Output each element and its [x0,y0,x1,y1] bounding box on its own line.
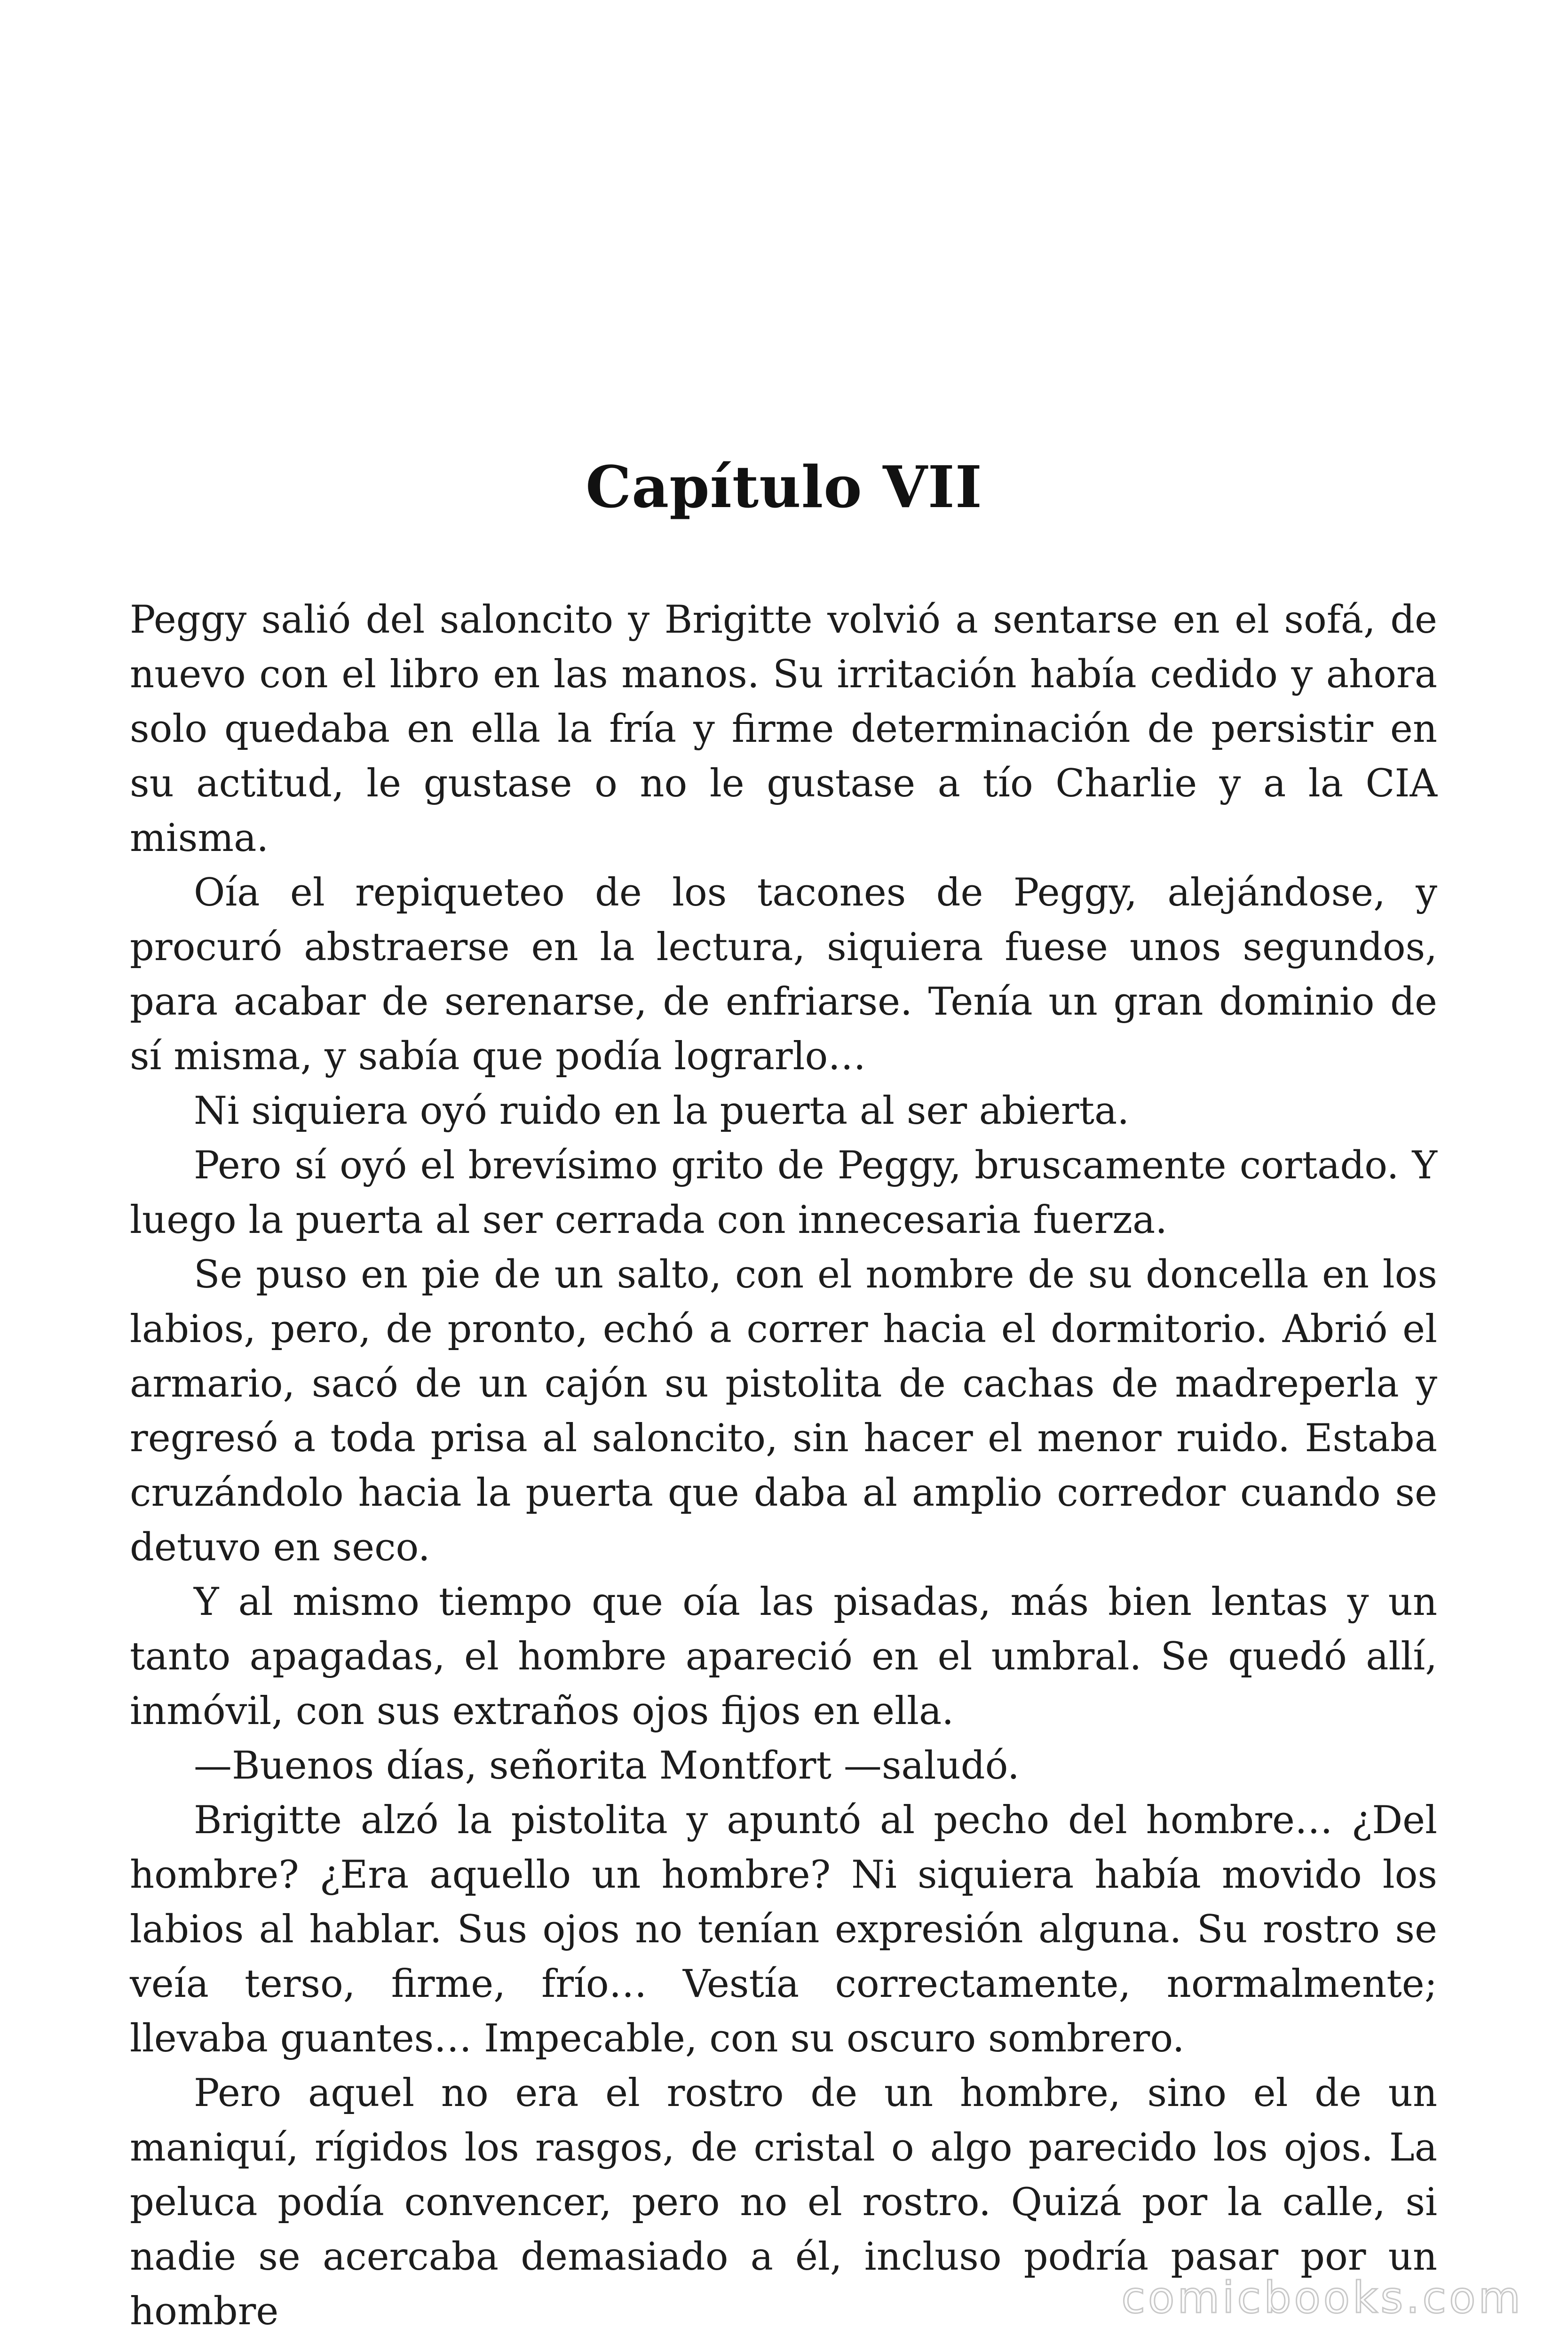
dialogue-paragraph: —Buenos días, señorita Montfort —saludó. [194,1744,1020,1788]
paragraph: Ni siquiera oyó ruido en la puerta al ser abierta. [194,1089,1130,1133]
paragraph: Y al mismo tiempo que oía las pisadas, más bien lentas y un tanto apagadas, el hombre apareció en el umbral. Se quedó allí, inmóvil, con sus extraños ojos fijos en ella. [130,1580,1437,1733]
paragraph: Pero sí oyó el brevísimo grito de Peggy, bruscamente cortado. Y luego la puerta al ser cerrada con innecesaria fuerza. [130,1144,1437,1242]
paragraph: Peggy salió del saloncito y Brigitte volvió a sentarse en el sofá, de nuevo con el libro en las manos. Su irritación había cedido y ahora solo quedaba en ella la fría y firme determinación de persistir en su actitud, le gustase o no le gustase a tío Charlie y a la CIA misma. [130,598,1437,860]
paragraph: Pero aquel no era el rostro de un hombre, sino el de un maniquí, rígidos los rasgos, de cristal o algo parecido los ojos. La peluca podía convencer, pero no el rostro. Quizá por la calle, si nadie se acercaba demasiado a él, incluso podría pasar por un hombre [130,2071,1437,2334]
chapter-title: Capítulo VII [586,453,982,521]
chapter-body [130,593,1437,2339]
watermark: comicbooks.com [1121,2273,1523,2323]
paragraph: Brigitte alzó la pistolita y apuntó al pecho del hombre… ¿Del hombre? ¿Era aquello un hombre? Ni siquiera había movido los labios al hablar. Sus ojos no tenían expresión alguna. Su rostro se veía terso, firme, frío… Vestía correctamente, normalmente; llevaba guantes… Impecable, con su oscuro sombrero. [130,1798,1437,2061]
paragraph: Oía el repiqueteo de los tacones de Peggy, alejándose, y procuró abstraerse en la lectura, siquiera fuese unos segundos, para acabar de serenarse, de enfriarse. Tenía un gran dominio de sí misma, y sabía que podía lograrlo… [130,871,1437,1079]
paragraph: Se puso en pie de un salto, con el nombre de su doncella en los labios, pero, de pronto, echó a correr hacia el dormitorio. Abrió el armario, sacó de un cajón su pistolita de cachas de madreperla y regresó a toda prisa al saloncito, sin hacer el menor ruido. Estaba cruzándolo hacia la puerta que daba al amplio corredor cuando se detuvo en seco. [130,1253,1437,1570]
